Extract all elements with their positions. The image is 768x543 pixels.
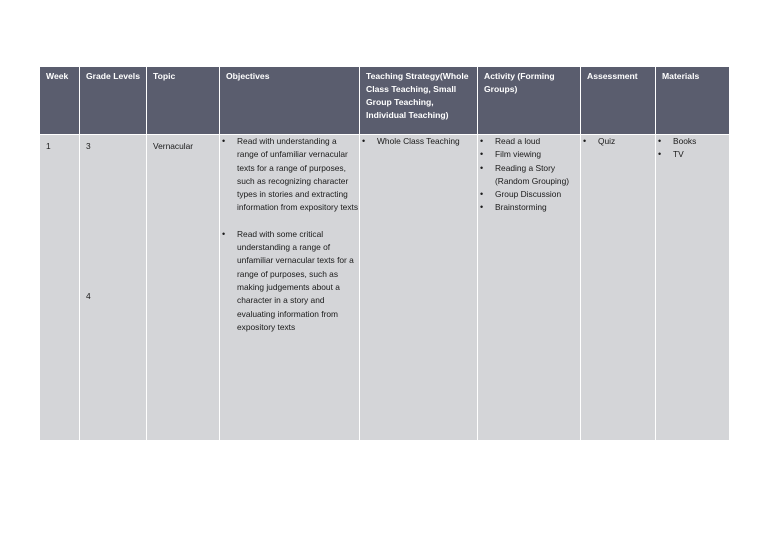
- materials-list: [656, 135, 729, 162]
- cell-activity: [478, 135, 581, 441]
- list-item: • Read a loud: [478, 135, 580, 148]
- objectives-list: [220, 135, 359, 334]
- cell-assessment: [581, 135, 656, 441]
- cell-week: [40, 135, 80, 441]
- strategy-list: [360, 135, 477, 148]
- list-item: • Brainstorming: [478, 201, 580, 214]
- list-item: • Film viewing: [478, 148, 580, 161]
- header-topic: Topic: [147, 67, 220, 135]
- lesson-plan-table: [39, 66, 730, 441]
- header-row: [40, 67, 730, 135]
- assessment-list: [581, 135, 655, 148]
- cell-teaching-strategy: [360, 135, 478, 441]
- header-week: Week: [40, 67, 80, 135]
- topic-value: Vernacular: [153, 141, 194, 151]
- list-item: • Quiz: [581, 135, 655, 148]
- list-item: • Read with understanding a range of unfamiliar vernacular texts for a range of purposes, such as recognizing character types in stories and extracting information from expository texts: [220, 135, 359, 215]
- header-objectives: Objectives: [220, 67, 360, 135]
- list-item: • TV: [656, 148, 729, 161]
- cell-grade-levels: [80, 135, 147, 441]
- grade-level-value: 3: [86, 141, 91, 151]
- list-item: • Whole Class Teaching: [360, 135, 477, 148]
- cell-materials: [656, 135, 730, 441]
- list-item: • Group Discussion: [478, 188, 580, 201]
- list-item: • Books: [656, 135, 729, 148]
- cell-objectives: [220, 135, 360, 441]
- header-materials: Materials: [656, 67, 730, 135]
- header-assessment: Assessment: [581, 67, 656, 135]
- header-teaching-strategy: Teaching Strategy(Whole Class Teaching, Small Group Teaching, Individual Teaching): [360, 67, 478, 135]
- header-activity: Activity (Forming Groups): [478, 67, 581, 135]
- week-value: 1: [46, 141, 51, 151]
- grade-level-value: 4: [86, 291, 91, 302]
- cell-topic: [147, 135, 220, 441]
- list-item: • Read with some critical understanding a range of unfamiliar vernacular texts for a range of purposes, such as making judgements about a character in a story and evaluating information from expository texts: [220, 228, 359, 334]
- list-item: • Reading a Story (Random Grouping): [478, 162, 580, 189]
- table-row: [40, 135, 730, 441]
- header-grade-levels: Grade Levels: [80, 67, 147, 135]
- activity-list: [478, 135, 580, 215]
